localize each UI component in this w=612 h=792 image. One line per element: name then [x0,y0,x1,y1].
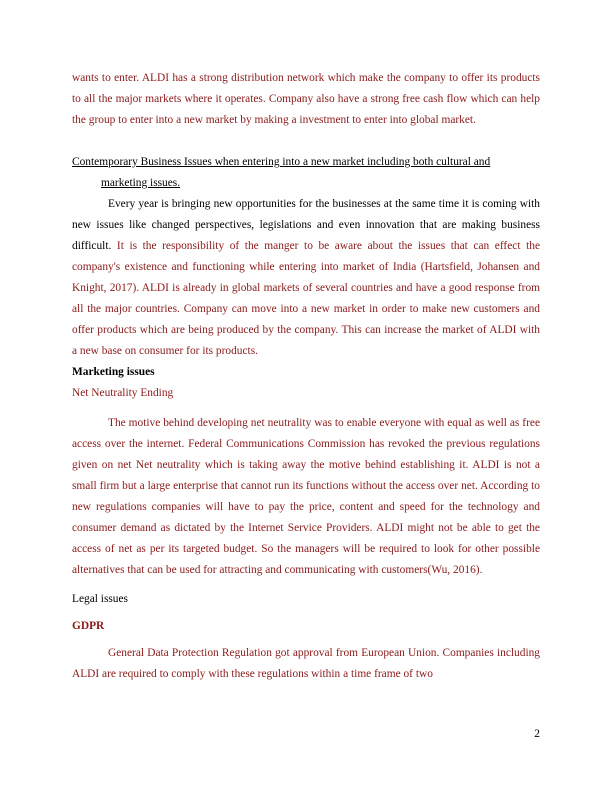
net-neutrality-heading: Net Neutrality Ending [72,387,174,399]
section-heading-line1: Contemporary Business Issues when entering into a new market including both cultural and [72,156,491,168]
marketing-issues-heading: Marketing issues [72,366,155,378]
continuation-paragraph: wants to enter. ALDI has a strong distribution network which make the company to offer its products to all the major markets where it operates. Company also have a strong free cash flow which can help the group to enter into a new market by making a investment to enter into global market. [72,72,540,126]
section-heading [72,152,540,194]
gdpr-paragraph: General Data Protection Regulation got approval from European Union. Companies including ALDI are required to comply with these regulations within a time frame of two [72,647,540,680]
intro-red-text: It is the responsibility of the manger to be aware about the issues that can effect the company's existence and functioning while entering into market of India (Hartsfield, Johansen and Knight, 2017). ALDI is already in global markets of several countries and have a good response from all the major countries. Company can move into a new market in order to make new customers and offer products which are being produced by the company. This can increase the market of ALDI with a new base on consumer for its products. [72,240,540,357]
net-neutrality-paragraph: The motive behind developing net neutrality was to enable everyone with equal as well as free access over the internet. Federal Communications Commission has revoked the previous regulations given on net Net neutrality which is taking away the motive behind establishing it. ALDI is not a small firm but a large enterprise that cannot run its functions without the access over net. According to new regulations companies will have to pay the price, content and speed for the technology and consumer demand as dictated by the Internet Service Providers. ALDI might not be able to get the access of net as per its targeted budget. So the managers will be required to look for other possible alternatives that can be used for attracting and communicating with customers(Wu, 2016). [72,417,540,576]
section-heading-line2: marketing issues. [101,177,181,189]
document-page [72,68,540,685]
spacer [72,131,540,152]
gdpr-heading: GDPR [72,620,105,632]
page-number: 2 [534,728,540,740]
intro-paragraph [72,194,540,362]
legal-issues-heading: Legal issues [72,593,128,605]
intro-black-text: Every year is bringing new opportunities for the businesses at the same time it is coming with new issues like changed perspectives, legislations and even innovation that are making business difficult. [72,198,540,252]
